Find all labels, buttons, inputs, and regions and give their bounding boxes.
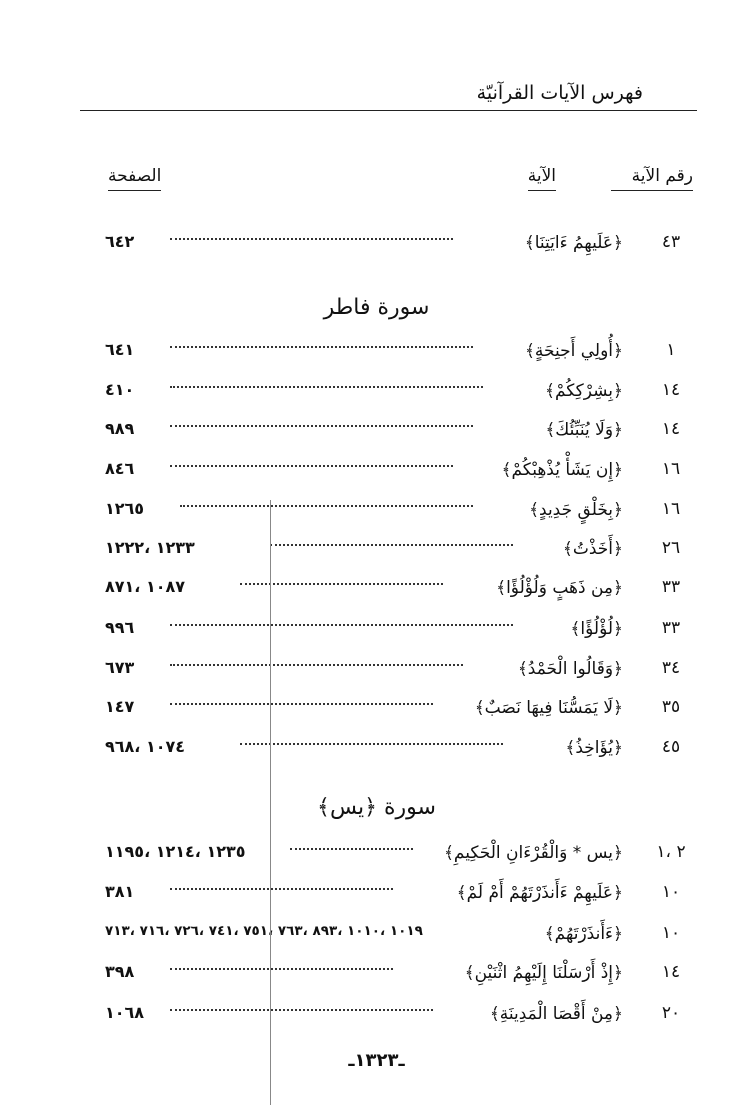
entry-number: ١٤ (661, 419, 681, 439)
entry-aya: ﴿لَا يَمَسُّنَا فِيهَا نَصَبٌ﴾ (471, 697, 623, 718)
surah-title-fatir: سورة فاطر (323, 295, 430, 320)
leader-dots (170, 624, 513, 626)
leader-dots (240, 743, 503, 745)
entry-pages: ٦٧٣ (105, 658, 138, 677)
index-entry (0, 737, 753, 767)
entry-aya: ﴿يُؤَاخِذُ﴾ (561, 737, 623, 758)
leader-dots (170, 465, 453, 467)
entry-pages: ٣٨١ (105, 882, 138, 901)
leader-dots (170, 1009, 433, 1011)
entry-aya: ﴿وَلَا يُنَبِّئُكَ﴾ (541, 419, 623, 440)
entry-pages: ١٢٦٥ (105, 499, 148, 518)
index-entry (0, 577, 753, 607)
entry-pages: ٩٩٦ (105, 618, 138, 637)
entry-aya: ﴿مِن ذَهَبٍ وَلُؤْلُؤًا﴾ (492, 577, 623, 598)
entry-aya: ﴿مِنْ أَقْصَا الْمَدِينَةِ﴾ (486, 1003, 623, 1024)
leader-dots (170, 386, 483, 388)
entry-aya: ﴿وَقَالُوا الْحَمْدُ﴾ (514, 658, 623, 679)
entry-aya: ﴿بِخَلْقٍ جَدِيدٍ﴾ (525, 499, 623, 520)
index-entry (0, 697, 753, 727)
entry-number: ٣٣ (661, 618, 681, 638)
running-head: فهرس الآيات القرآنيّة (476, 82, 643, 104)
index-entry (0, 618, 753, 648)
entry-aya: ﴿يس * وَالْقُرْءَانِ الْحَكِيمِ﴾ (440, 842, 623, 863)
index-entry (0, 459, 753, 489)
entry-aya: ﴿عَلَيهِمْ ءَأَنذَرْتَهُمْ أَمْ لَمْ﴾ (453, 882, 623, 903)
entry-number: ٤٥ (661, 737, 681, 757)
entry-pages: ١٠٧٤ ،٩٦٨ (105, 737, 189, 756)
column-header-number: رقم الآية (611, 166, 693, 191)
index-entry (0, 538, 753, 568)
entry-aya: ﴿إِذْ أَرْسَلْنَا إِلَيْهِمُ اثْنَيْنِ﴾ (461, 962, 623, 983)
index-entry (0, 232, 753, 262)
leader-dots (170, 888, 393, 890)
index-entry (0, 842, 753, 872)
entry-number: ١ (666, 340, 676, 360)
entry-number: ١٦ (661, 499, 681, 519)
entry-number: ١٤ (661, 380, 681, 400)
entry-aya: ﴿ءَأَنذَرْتَهُمْ﴾ (541, 923, 623, 944)
index-entry (0, 340, 753, 370)
entry-number: ١٠ (661, 882, 681, 902)
entry-aya: ﴿بِشِرْكِكُمْ﴾ (541, 380, 623, 401)
entry-number: ٢ ،١ (656, 842, 686, 862)
entry-pages: ١٠١٩ ،١٠١٠ ،٨٩٣ ،٧٦٣ ،٧٥١ ،٧٤١ ،٧٢٦ ،٧١٦ ،٧١٣ (105, 923, 427, 939)
index-entry (0, 658, 753, 688)
leader-dots (170, 238, 453, 240)
entry-number: ٣٣ (661, 577, 681, 597)
page-number: ـ١٣٢٣ـ (348, 1050, 405, 1071)
entry-number: ٣٤ (661, 658, 681, 678)
entry-aya: ﴿عَلَيهِمُ ءَايَتِنَا﴾ (521, 232, 623, 253)
entry-pages: ٦٤١ (105, 340, 138, 359)
entry-number: ٤٣ (661, 232, 681, 252)
leader-dots (170, 968, 393, 970)
entry-aya: ﴿لُؤْلُؤًا﴾ (566, 618, 623, 639)
entry-pages: ٦٤٢ (105, 232, 138, 251)
leader-dots (170, 664, 463, 666)
entry-pages: ١٠٨٧ ،٨٧١ (105, 577, 189, 596)
index-entry (0, 923, 753, 953)
entry-aya: ﴿أَخَذْتُ﴾ (559, 538, 623, 559)
index-entry (0, 419, 753, 449)
entry-aya: ﴿أُولِي أَجنِحَةٍ﴾ (521, 340, 623, 361)
entry-pages: ٣٩٨ (105, 962, 138, 981)
entry-pages: ٩٨٩ (105, 419, 138, 438)
leader-dots (170, 346, 473, 348)
leader-dots (170, 703, 433, 705)
index-entry (0, 499, 753, 529)
entry-number: ٢٦ (661, 538, 681, 558)
column-header-aya: الآية (528, 166, 556, 191)
index-entry (0, 962, 753, 992)
entry-pages: ١٢٣٥ ،١٢١٤ ،١١٩٥ (105, 842, 250, 861)
leader-dots (270, 544, 513, 546)
entry-number: ١٦ (661, 459, 681, 479)
header-rule (80, 110, 697, 111)
entry-pages: ١٤٧ (105, 697, 138, 716)
entry-number: ١٤ (661, 962, 681, 982)
leader-dots (290, 848, 413, 850)
entry-number: ٢٠ (661, 1003, 681, 1023)
index-entry (0, 380, 753, 410)
entry-pages: ٨٤٦ (105, 459, 138, 478)
index-entry (0, 1003, 753, 1033)
entry-pages: ١٠٦٨ (105, 1003, 148, 1022)
surah-title-yasin: سورة ﴿يس﴾ (317, 795, 436, 820)
column-header-page: الصفحة (108, 166, 161, 191)
leader-dots (170, 425, 473, 427)
index-entry (0, 882, 753, 912)
entry-number: ٣٥ (661, 697, 681, 717)
entry-number: ١٠ (661, 923, 681, 943)
entry-pages: ١٢٣٣ ،١٢٢٢ (105, 538, 199, 557)
scan-fold-line (270, 500, 271, 1105)
leader-dots (180, 505, 473, 507)
entry-aya: ﴿إِن يَشَأْ يُذْهِبْكُمْ﴾ (498, 459, 623, 480)
entry-pages: ٤١٠ (105, 380, 138, 399)
